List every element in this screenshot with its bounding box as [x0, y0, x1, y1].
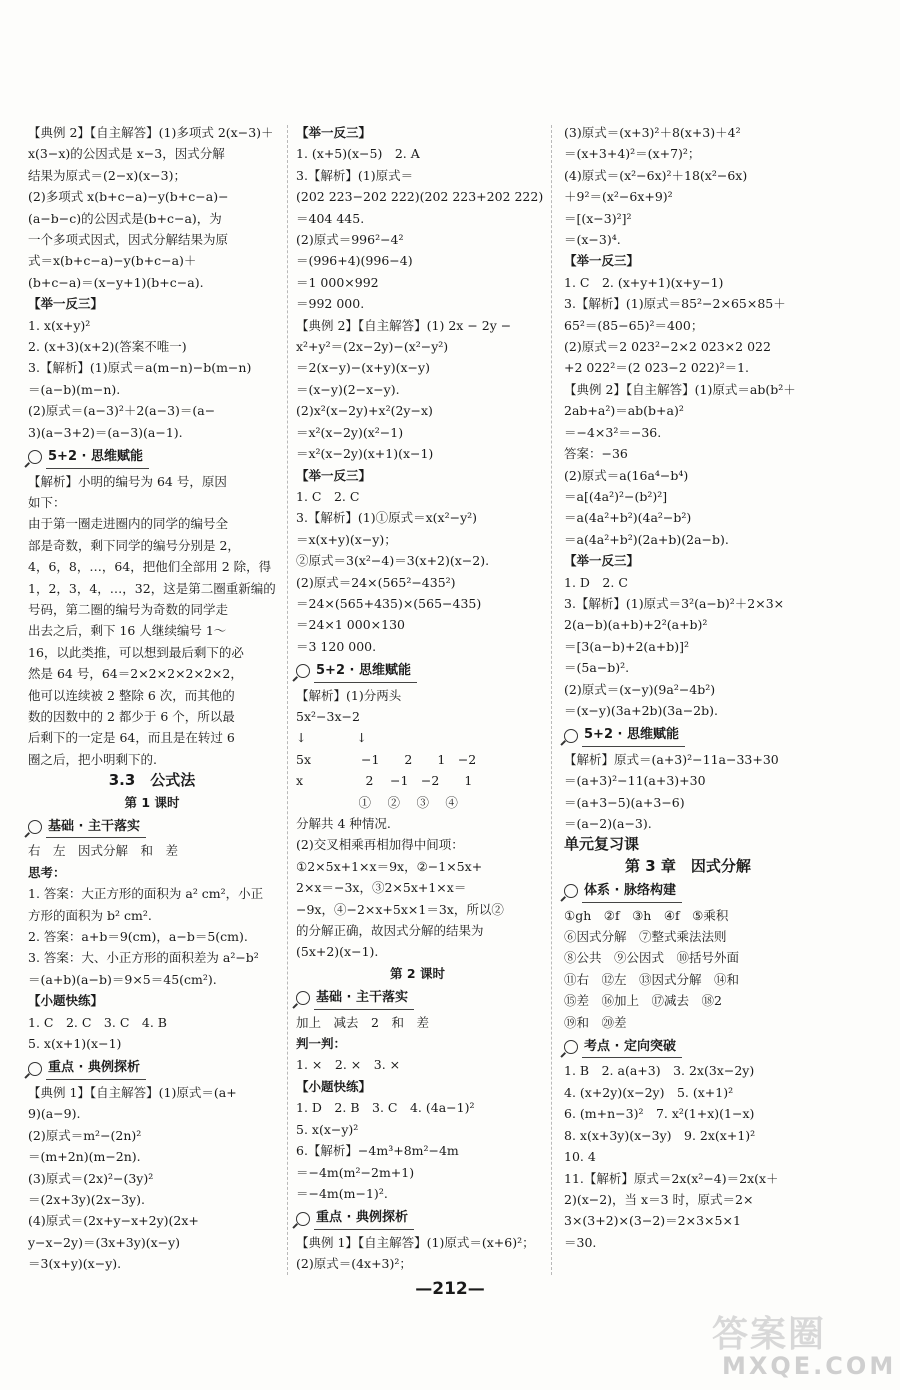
- answer-line: ＝[3(a−b)+2(a+b)]²: [564, 638, 690, 654]
- section-heading-label: 5+2 · 思维赋能: [314, 660, 417, 682]
- section-heading-label: 重点 · 典例探析: [46, 1057, 146, 1079]
- answer-line: 【典例 2】【自主解答】(1)原式＝ab(b²＋: [564, 381, 796, 397]
- answer-line: 1. x(x+y)²: [28, 317, 91, 333]
- answer-line: 2. 答案：a+b＝9(cm)，a−b＝5(cm).: [28, 929, 248, 945]
- answer-line: ＝(a+3−5)(a+3−6): [564, 794, 685, 810]
- answer-line: (2)原式＝m²−(2n)²: [28, 1127, 142, 1143]
- section-heading-label: 基础 · 主干落实: [46, 816, 146, 838]
- answer-line: 1. B 2. a(a+3) 3. 2x(3x−2y): [564, 1063, 755, 1079]
- answer-line: 后剩下的一定是 64，而且是在转过 6: [28, 730, 235, 746]
- answer-line: ＝x²(x−2y)(x²−1): [296, 424, 404, 440]
- answer-line: (3)原式＝(x+3)²＋8(x+3)＋4²: [564, 125, 741, 140]
- answer-line: ⑪右 ⑫左 ⑬因式分解 ⑭和: [564, 971, 740, 987]
- answer-line: 【小题快练】: [296, 1078, 372, 1094]
- answer-line: 加上 减去 2 和 差: [296, 1014, 429, 1030]
- answer-line: ＝(2x+3y)(2x−3y).: [28, 1191, 145, 1207]
- answer-line: ①2×5x+1×x＝9x，②−1×5x+: [296, 858, 483, 874]
- section-title: 第 2 课时: [390, 965, 445, 981]
- answer-line: ＝x(x+y)(x−y)；: [296, 531, 397, 547]
- answer-line: (2)原式＝24×(565²−435²): [296, 574, 456, 590]
- answer-line: 判一判：: [296, 1036, 347, 1052]
- answer-line: (a−b−c)的公因式是(b+c−a)，为: [28, 210, 222, 226]
- answer-line: (2)原式＝(x−y)(9a²−4b²): [564, 681, 716, 697]
- answer-line: (2)交叉相乘再相加得中间项：: [296, 837, 464, 853]
- answer-line: ① ② ③ ④: [296, 794, 458, 810]
- answer-line: 3.【解析】(1)①原式＝x(x²−y²): [296, 510, 478, 526]
- answer-line: 答案：−36: [564, 446, 628, 462]
- answer-line: ＝a(4a²+b²)(2a+b)(2a−b).: [564, 531, 729, 547]
- answer-line: 方形的面积为 b² cm².: [28, 907, 152, 923]
- answer-line: 出去之后，剩下 16 人继续编号 1～: [28, 623, 227, 639]
- answer-line: 一个多项式因式，因式分解结果为原: [28, 232, 229, 248]
- answer-line: 【举一反三】: [564, 553, 640, 569]
- magnifier-icon: [296, 991, 310, 1005]
- magnifier-icon: [296, 1212, 310, 1226]
- answer-line: (2)原式＝996²−4²: [296, 232, 404, 248]
- answer-line: ⑥因式分解 ⑦整式乘法法则: [564, 929, 727, 945]
- answer-line: ⑮差 ⑯加上 ⑰减去 ⑱2: [564, 993, 722, 1009]
- answer-line: (2)多项式 x(b+c−a)−y(b+c−a)−: [28, 189, 229, 205]
- answer-line: ＝(m+2n)(m−2n).: [28, 1149, 141, 1165]
- answer-line: ②原式＝3(x²−4)＝3(x+2)(x−2).: [296, 553, 490, 569]
- answer-line: (b+c−a)＝(x−y+1)(b+c−a).: [28, 274, 204, 290]
- section-heading: [564, 1036, 812, 1058]
- answer-line: 【典例 2】【自主解答】(1)多项式 2(x−3)＋: [28, 125, 274, 140]
- answer-line: (3)原式＝(2x)²−(3y)²: [28, 1170, 154, 1186]
- answer-line: 5x −1 2 1 −2: [296, 751, 477, 767]
- answer-line: 部是奇数，剩下同学的编号分别是 2，: [28, 537, 240, 553]
- answer-line: ＋9²＝(x²−6x+9)²: [564, 189, 673, 205]
- answer-line: (202 223−202 222)(202 223+202 222): [296, 189, 544, 205]
- answer-line: ＝−4m(m−1)².: [296, 1185, 388, 1201]
- answer-column-2: [296, 122, 544, 1275]
- answer-line: 1. C 2. (x+y+1)(x+y−1): [564, 274, 724, 290]
- page-number: —212—: [415, 1279, 485, 1299]
- answer-line: ＝(x−y)(3a+2b)(3a−2b).: [564, 702, 718, 718]
- answer-line: 4. (x+2y)(x−2y) 5. (x+1)²: [564, 1084, 734, 1100]
- answer-line: ＝992 000.: [296, 296, 365, 312]
- answer-line: 2. (x+3)(x+2)(答案不唯一): [28, 339, 187, 355]
- answer-line: ＝−4×3²＝−36.: [564, 424, 662, 440]
- section-heading: [564, 724, 812, 746]
- answer-line: ＝[(x−3)²]²: [564, 210, 632, 226]
- section-heading: [296, 1207, 539, 1229]
- answer-line: ①gh ②f ③h ④f ⑤乘积: [564, 907, 729, 923]
- answer-line: ＝30.: [564, 1234, 597, 1250]
- answer-line: 【解析】原式＝(a+3)²−11a−33+30: [564, 751, 779, 767]
- answer-line: 65²＝(85−65)²＝400；: [564, 317, 704, 333]
- answer-line: (4)原式＝(2x+y−x+2y)(2x+: [28, 1213, 199, 1229]
- answer-line: 他可以连续被 2 整除 6 次，而其他的: [28, 687, 235, 703]
- answer-line: ＝(a−b)(m−n).: [28, 381, 121, 397]
- answer-line: +2 022²＝(2 023−2 022)²＝1.: [564, 360, 750, 376]
- answer-line: 3.【解析】(1)原式＝: [296, 167, 414, 183]
- answer-line: ＝(5a−b)².: [564, 660, 630, 676]
- answer-line: ＝404 445.: [296, 210, 365, 226]
- answer-line: ＝3(x+y)(x−y).: [28, 1256, 122, 1272]
- answer-line: ＝(a+3)²−11(a+3)+30: [564, 773, 706, 789]
- answer-line: 【解析】(1)分两头: [296, 687, 402, 703]
- watermark-text: 答案圈: [712, 1314, 827, 1355]
- answer-column-1: [28, 122, 276, 1275]
- answer-line: (5x+2)(x−1).: [296, 944, 379, 960]
- answer-line: −9x，④−2×x+5x×1＝3x，所以②: [296, 901, 504, 917]
- answer-line: x²+y²＝(2x−2y)−(x²−y²): [296, 339, 449, 355]
- answer-line: 1. D 2. C: [564, 574, 628, 590]
- answer-line: 由于第一圈走进圈内的同学的编号全: [28, 516, 229, 532]
- section-heading: [28, 1057, 276, 1079]
- answer-line: 1. D 2. B 3. C 4. (4a−1)²: [296, 1100, 475, 1116]
- answer-line: 如下：: [28, 494, 66, 510]
- answer-line: 号码，第二圈的编号为奇数的同学走: [28, 601, 229, 617]
- section-heading-label: 体系 · 脉络构建: [582, 880, 682, 902]
- answer-line: 单元复习课: [564, 835, 640, 854]
- answer-line: ＝x²(x−2y)(x+1)(x−1): [296, 446, 434, 462]
- answer-line: 5x²−3x−2: [296, 708, 360, 724]
- answer-line: x 2 −1 −2 1: [296, 773, 473, 789]
- section-title: 第 1 课时: [124, 794, 180, 810]
- answer-line: 的分解正确，故因式分解的结果为: [296, 923, 484, 939]
- section-heading-label: 5+2 · 思维赋能: [582, 724, 685, 746]
- answer-line: ＝(a+b)(a−b)＝9×5＝45(cm²).: [28, 971, 217, 987]
- answer-line: 【典例 1】【自主解答】(1)原式＝(x+6)²；: [296, 1234, 535, 1250]
- answer-line: 3.【解析】(1)原式＝3²(a−b)²＋2×3×: [564, 595, 785, 611]
- answer-line: 16，以此类推，可以想到最后剩下的必: [28, 644, 244, 660]
- answer-line: 右 左 因式分解 和 差: [28, 843, 179, 859]
- section-heading: [564, 880, 812, 902]
- answer-line: (2)原式＝(4x+3)²；: [296, 1256, 412, 1272]
- answer-line: 1. 答案：大正方形的面积为 a² cm²，小正: [28, 886, 264, 902]
- answer-line: 3. 答案：大、小正方形的面积差为 a²−b²: [28, 950, 259, 966]
- answer-line: ＝24×1 000×130: [296, 617, 405, 633]
- answer-line: 1. (x+5)(x−5) 2. A: [296, 146, 420, 162]
- answer-line: ＝2(x−y)−(x+y)(x−y): [296, 360, 430, 376]
- answer-line: y−x−2y)＝(3x+3y)(x−y): [28, 1234, 181, 1250]
- answer-line: 9)(a−9).: [28, 1106, 81, 1122]
- answer-line: 分解共 4 种情况.: [296, 816, 391, 831]
- magnifier-icon: [28, 1062, 42, 1076]
- section-title: 第 3 章 因式分解: [625, 856, 751, 875]
- answer-line: 8. x(x+3y)(x−3y) 9. 2x(x+1)²: [564, 1127, 756, 1143]
- answer-line: 3)(a−3+2)＝(a−3)(a−1).: [28, 424, 183, 440]
- section-heading-label: 5+2 · 思维赋能: [46, 446, 149, 468]
- answer-line: ＝1 000×992: [296, 274, 379, 290]
- answer-line: 然是 64 号，64＝2×2×2×2×2×2，: [28, 666, 243, 682]
- answer-line: 【典例 1】【自主解答】(1)原式＝(a+: [28, 1084, 237, 1100]
- answer-line: 式＝x(b+c−a)−y(b+c−a)＋: [28, 253, 197, 269]
- answer-line: 【解析】小明的编号为 64 号，原因: [28, 473, 227, 489]
- answer-line: 【举一反三】: [296, 125, 372, 140]
- column-divider: [287, 125, 288, 1275]
- answer-line: 5. x(x−y)²: [296, 1121, 359, 1137]
- answer-line: 【举一反三】: [296, 467, 372, 483]
- answer-line: ＝(a−2)(a−3).: [564, 816, 652, 831]
- answer-line: 结果为原式＝(2−x)(x−3)；: [28, 167, 186, 183]
- answer-line: 思考：: [28, 864, 66, 880]
- section-heading: [28, 816, 276, 838]
- answer-line: 6.【解析】−4m³+8m²−4m: [296, 1143, 459, 1159]
- answer-line: 1，2，3，4，…，32，这是第二圈重新编的: [28, 580, 276, 596]
- answer-line: 圈之后，把小明剩下的.: [28, 751, 157, 767]
- section-heading-label: 重点 · 典例探析: [314, 1207, 414, 1229]
- answer-line: 【举一反三】: [564, 253, 640, 269]
- answer-line: ⑧公共 ⑨公因式 ⑩括号外面: [564, 950, 740, 966]
- magnifier-icon: [28, 450, 42, 464]
- answer-line: 6. (m+n−3)² 7. x²(1+x)(1−x): [564, 1106, 755, 1122]
- answer-line: x(3−x)的公因式是 x−3，因式分解: [28, 146, 225, 162]
- watermark-logo: [706, 1306, 897, 1384]
- magnifier-icon: [28, 820, 42, 834]
- answer-line: 1. C 2. C: [296, 488, 360, 504]
- magnifier-icon: [564, 729, 578, 743]
- answer-line: ＝3 120 000.: [296, 638, 377, 654]
- section-title: 3.3 公式法: [108, 771, 196, 790]
- answer-line: ↓ ↓: [296, 730, 367, 746]
- answer-line: 2ab+a²)＝ab(b+a)²: [564, 403, 684, 419]
- answer-line: 11.【解析】原式＝2x(x²−4)＝2x(x＋: [564, 1170, 779, 1186]
- answer-line: (2)x²(x−2y)+x²(2y−x): [296, 403, 433, 419]
- answer-line: 2×x＝−3x，③2×5x+1×x＝: [296, 880, 467, 896]
- answer-line: ＝a[(4a²)²−(b²)²]: [564, 488, 668, 504]
- answer-line: 10. 4: [564, 1149, 596, 1165]
- answer-line: ＝(x+3+4)²＝(x+7)²；: [564, 146, 701, 162]
- answer-line: 3×(3+2)×(3−2)＝2×3×5×1: [564, 1213, 741, 1229]
- answer-line: ＝24×(565+435)×(565−435): [296, 595, 482, 611]
- magnifier-icon: [564, 884, 578, 898]
- answer-line: ＝(x−3)⁴.: [564, 232, 621, 248]
- magnifier-icon: [296, 664, 310, 678]
- answer-line: (2)原式＝2 023²−2×2 023×2 022: [564, 339, 771, 355]
- answer-line: 3.【解析】(1)原式＝a(m−n)−b(m−n): [28, 360, 252, 376]
- answer-line: 【举一反三】: [28, 296, 104, 312]
- answer-line: ⑲和 ⑳差: [564, 1014, 627, 1030]
- column-divider: [551, 125, 552, 1275]
- answer-line: 【典例 2】【自主解答】(1) 2x − 2y −: [296, 317, 512, 333]
- answer-line: (4)原式＝(x²−6x)²＋18(x²−6x): [564, 167, 748, 183]
- answer-line: ＝−4m(m²−2m+1): [296, 1164, 415, 1180]
- answer-line: (2)原式＝a(16a⁴−b⁴): [564, 467, 689, 483]
- watermark-url: MXQE.COM: [722, 1352, 897, 1380]
- answer-column-3: [564, 122, 812, 1253]
- answer-line: ＝(996+4)(996−4): [296, 253, 413, 269]
- answer-line: 1. C 2. C 3. C 4. B: [28, 1014, 167, 1030]
- answer-line: ＝a(4a²+b²)(4a²−b²): [564, 510, 692, 526]
- answer-line: 数的因数中的 2 都少于 6 个，所以最: [28, 708, 235, 724]
- answer-line: ＝(x−y)(2−x−y).: [296, 381, 400, 397]
- section-heading: [296, 987, 539, 1009]
- magnifier-icon: [564, 1040, 578, 1054]
- section-heading: [28, 446, 276, 468]
- answer-line: 3.【解析】(1)原式＝85²−2×65×85＋: [564, 296, 786, 312]
- answer-line: 4，6，8，…，64，把他们全部用 2 除，得: [28, 559, 272, 575]
- answer-line: 2(a−b)(a+b)+2²(a+b)²: [564, 617, 708, 633]
- section-heading: [296, 660, 539, 682]
- answer-line: 5. x(x+1)(x−1): [28, 1036, 122, 1052]
- section-heading-label: 基础 · 主干落实: [314, 987, 414, 1009]
- answer-line: 1. × 2. × 3. ×: [296, 1057, 401, 1073]
- section-heading-label: 考点 · 定向突破: [582, 1036, 682, 1058]
- answer-line: 2)(x−2)，当 x＝3 时，原式＝2×: [564, 1191, 754, 1207]
- answer-line: 【小题快练】: [28, 993, 104, 1009]
- answer-line: (2)原式＝(a−3)²＋2(a−3)＝(a−: [28, 403, 216, 419]
